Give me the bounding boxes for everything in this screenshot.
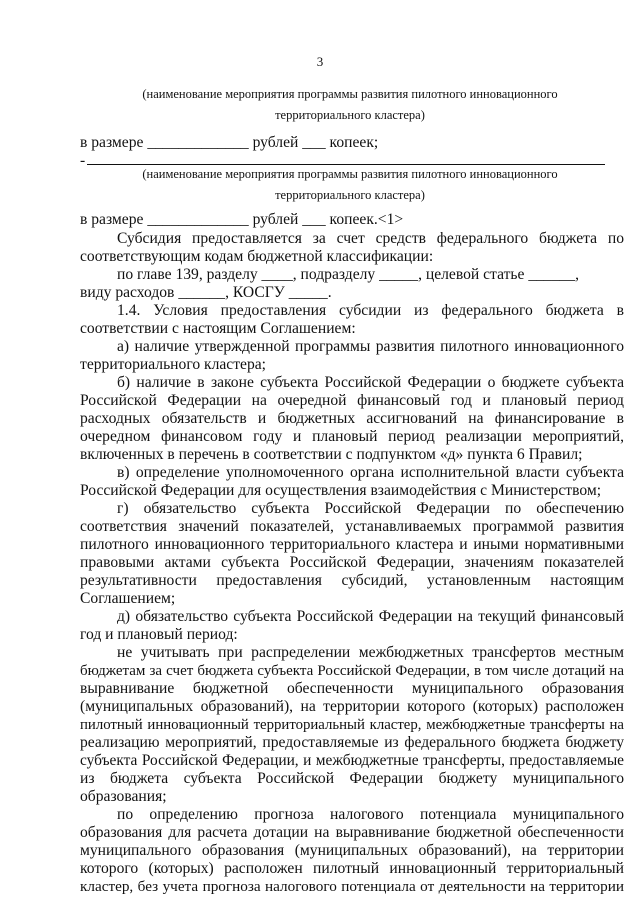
text-line: включенных в перечень в соответствии с подпунктом «д» пункта 6 Правил; [80,446,583,463]
text-line: по определению прогноза налогового потенциала муниципального [117,806,624,823]
text-line: Российской Федерации для осуществления взаимодействия с Министерством; [80,482,602,499]
text-line: Российской Федерации на очередной финансовый год и плановый период [80,392,624,409]
caption-line: (наименование мероприятия программы развития пилотного инновационного [142,167,558,181]
text-line: соответствия значений показателей, устанавливаемых программой развития [80,518,624,535]
text-line: Субсидия предоставляется за счет средств федерального бюджета по [117,230,624,247]
text-line: пилотный инновационный территориальный кластер, межбюджетные трансферты на [80,717,624,733]
text-line: не учитывать при распределении межбюджетных трансфертов местным [117,644,624,661]
caption-line: (наименование мероприятия программы развития пилотного инновационного [142,87,558,101]
text-line: образования для расчета дотации на выравнивание бюджетной обеспеченности [80,824,624,841]
text-line: д) обязательство субъекта Российской Федерации на текущий финансовый [117,608,624,625]
text-line: б) наличие в законе субъекта Российской Федерации о бюджете субъекта [117,374,624,391]
text-line: выравнивание бюджетной обеспеченности муниципального образования [80,680,624,697]
text-line: результативности предоставления субсидий, установленным настоящим [80,572,624,589]
text-line: образования; [80,788,167,805]
text-line: субъекта Российской Федерации, и межбюджетные трансферты, предоставляемые [80,752,624,769]
text-line: расходных обязательств и бюджетных ассигнований на финансирование в [80,410,624,427]
text-line: которого (которых) расположен пилотный инновационный территориальный [80,860,624,877]
text-line: соответствующим кодам бюджетной классификации: [80,248,434,265]
text-line: очередном финансовом году и плановый период реализации мероприятий, [80,428,624,445]
text-line: бюджетам за счет бюджета субъекта Российской Федерации, в том числе дотаций на [80,663,624,679]
page-number: 3 [316,54,324,69]
text-line: (муниципальных образований), на территории которого (которых) расположен [80,698,624,715]
text-line: год и плановый период: [80,626,238,643]
text-line: виду расходов ______, КОСГУ _____. [80,284,332,301]
text-line: кластер, без учета прогноза налогового потенциала от деятельности на территории [80,878,624,895]
text-line: территориального кластера; [80,356,267,373]
text-line: из бюджета субъекта Российской Федерации бюджету муниципального [80,770,624,787]
caption-line: территориального кластера) [275,188,425,202]
text-line: по главе 139, разделу ____, подразделу _____, целевой статье ______, [117,266,580,283]
text-line: правовыми актами субъекта Российской Федерации, значениям показателей [80,554,624,571]
amount-line: в размере _____________ рублей ___ копеек; [80,134,379,151]
text-line: 1.4. Условия предоставления субсидии из федерального бюджета в [117,302,624,319]
caption-line: территориального кластера) [275,108,425,122]
text-line: муниципального образования (муниципальных образований), на территории [80,842,624,859]
text-line: Соглашением; [80,590,176,607]
text-line: в) определение уполномоченного органа исполнительной власти субъекта [117,464,624,481]
text-line: г) обязательство субъекта Российской Федерации по обеспечению [117,500,624,517]
text-line: а) наличие утвержденной программы развития пилотного инновационного [117,338,624,355]
dash-marker: - [80,152,86,169]
amount-line: в размере _____________ рублей ___ копеек.<1> [80,211,404,228]
text-line: пилотного инновационного территориального кластера и иными нормативными [80,536,624,553]
text-line: реализацию мероприятий, предоставляемые из федерального бюджета бюджету [80,734,624,751]
text-line: соответствии с настоящим Соглашением: [80,320,356,337]
